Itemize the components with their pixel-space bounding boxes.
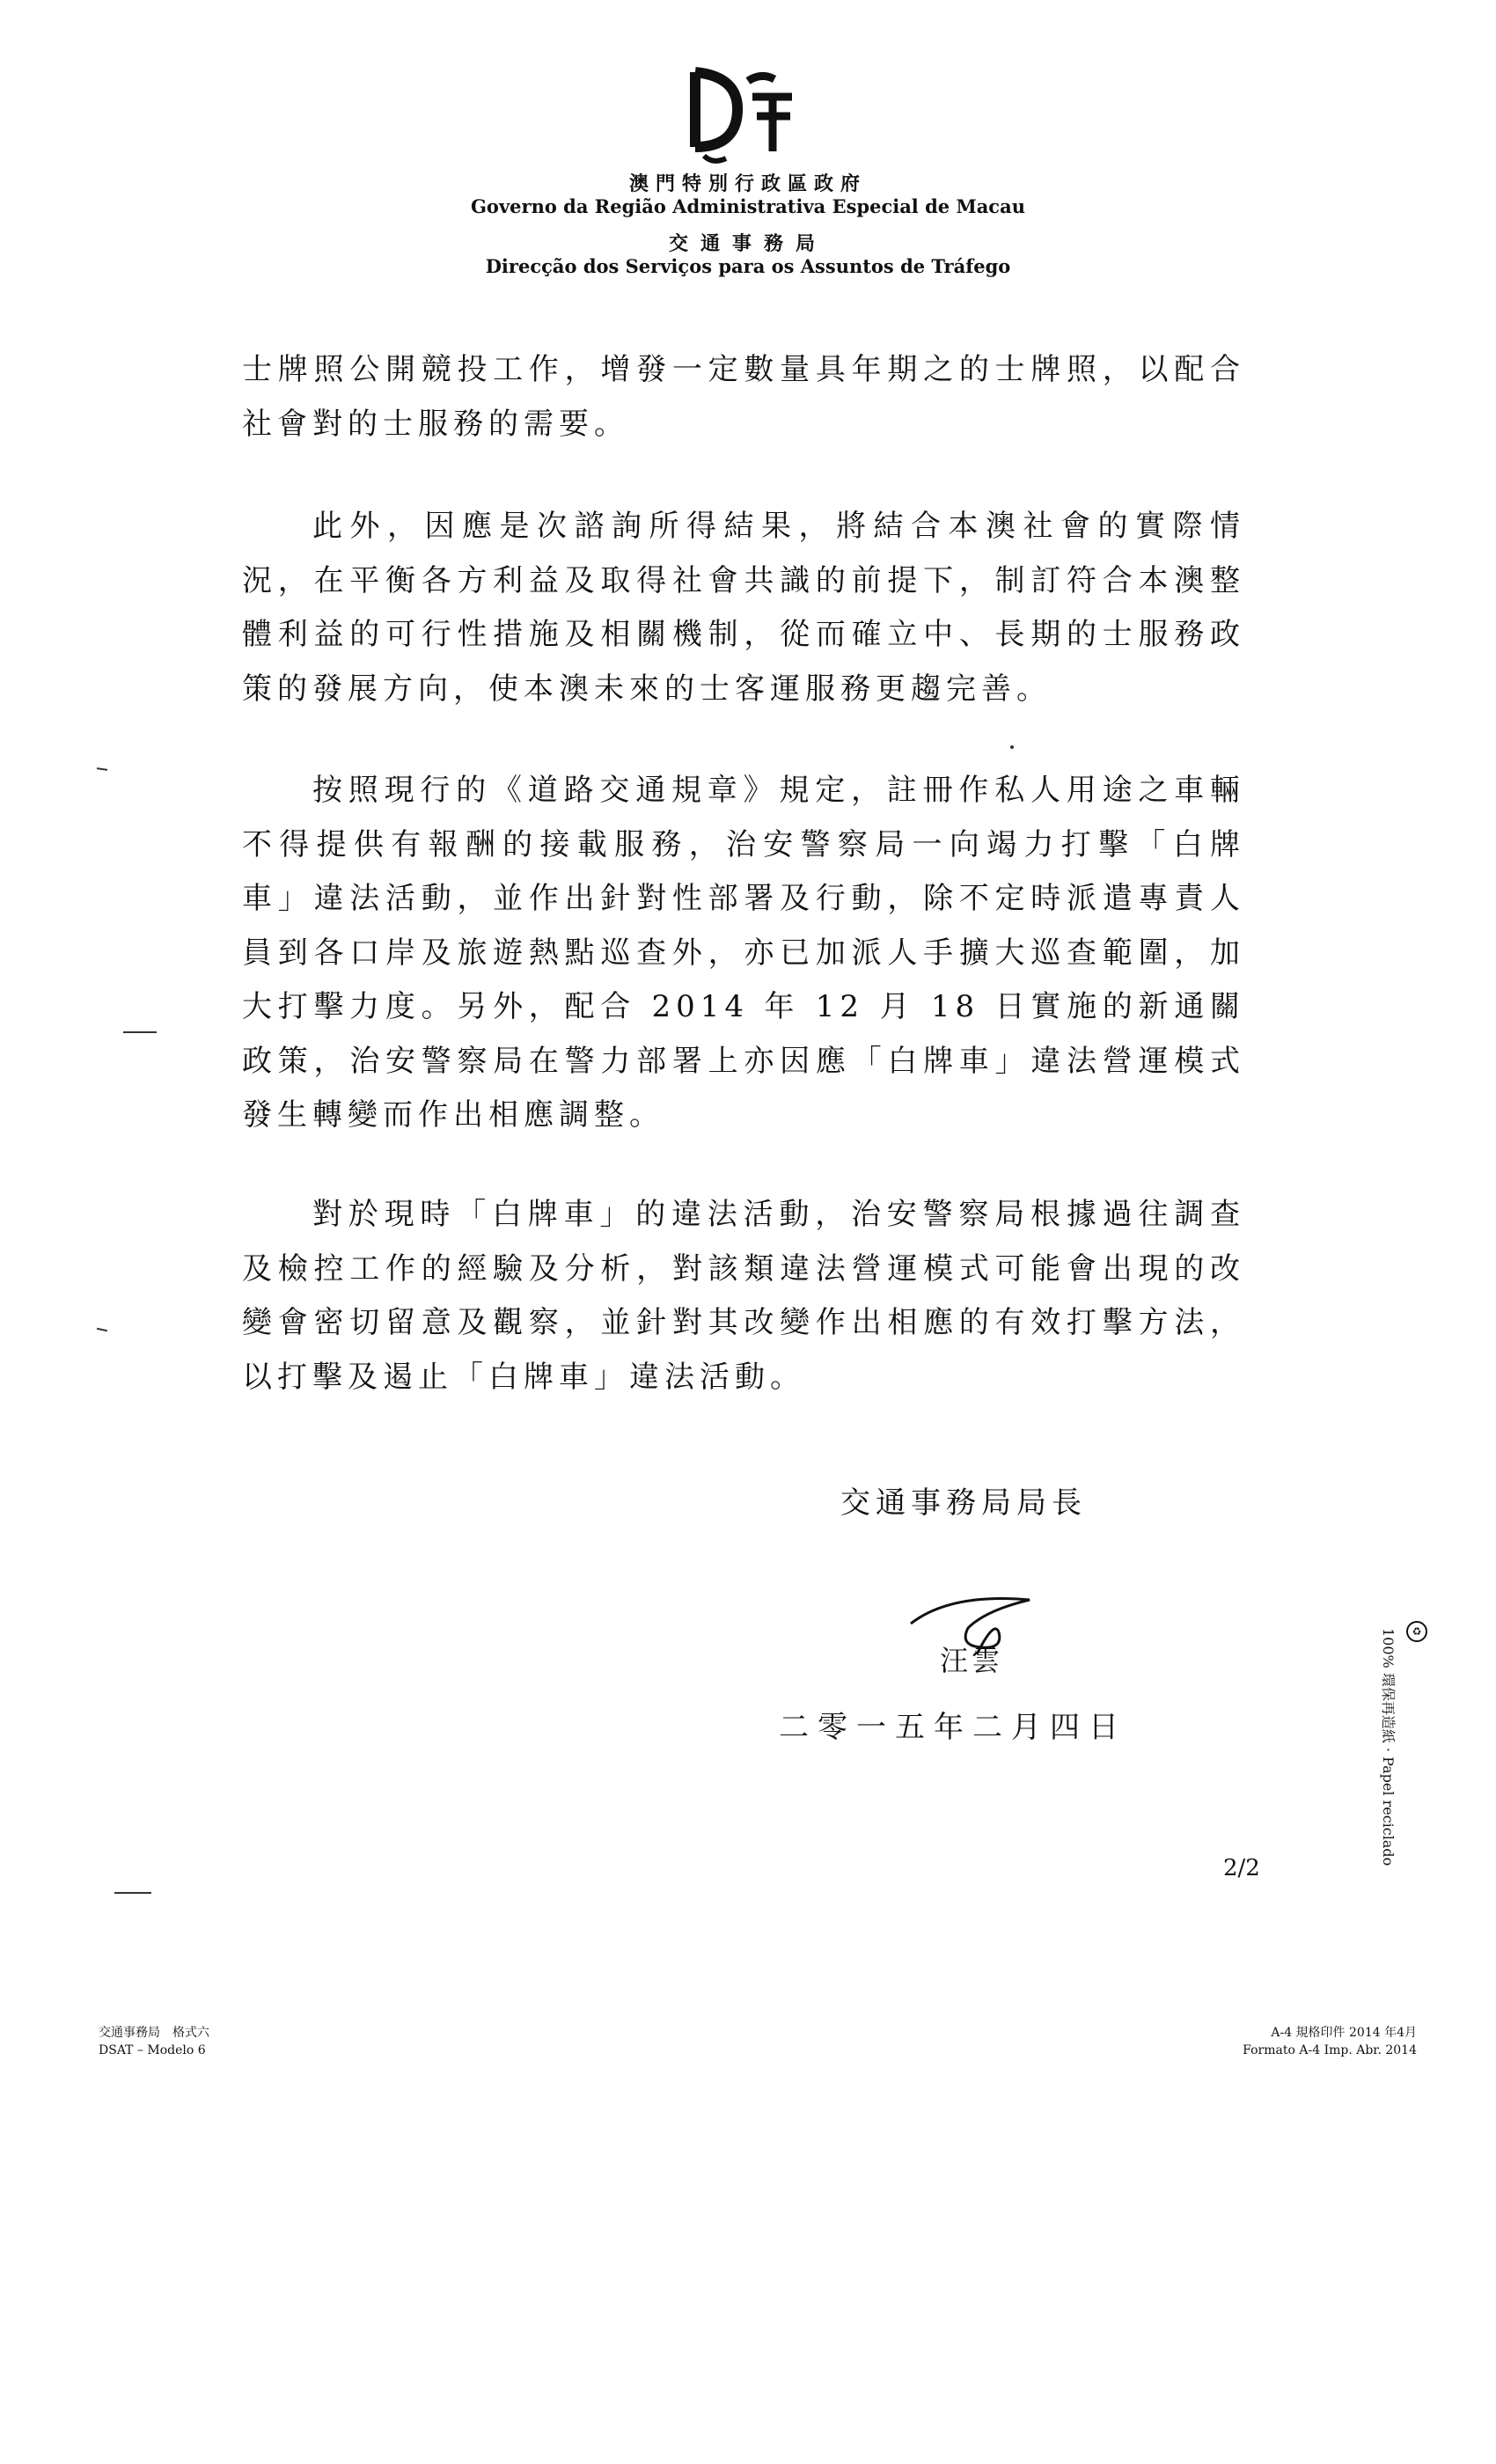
margin-mark (114, 1892, 151, 1894)
margin-dot (1010, 745, 1014, 749)
page-number: 2/2 (1223, 1855, 1260, 1881)
government-name-chinese: 澳門特別行政區政府 (628, 172, 867, 195)
signatory-name: 汪雲 (940, 1644, 1004, 1677)
dsat-logo (678, 63, 801, 169)
footer-form-code-chinese: 交通事務局 格式六 (99, 2026, 209, 2040)
paragraph-3: 按照現行的《道路交通規章》規定，註冊作私人用途之車輛不得提供有報酬的接載服務，治安警察局一向竭力打擊「白牌車」違法活動，並作出針對性部署及行動，除不定時派遣專責人員到各口岸及旅遊熱點巡查外，亦已加派人手擴大巡查範圍，加大打擊力度。另外，配合 2014 年 12 月 18 日實施的新通關政策，治安警察局在警力部署上亦因應「白牌車」違法營運模式發生轉變而作出相應調整。 (242, 773, 1245, 1133)
footer-left (99, 2024, 209, 2059)
paragraph-2: 此外，因應是次諮詢所得結果，將結合本澳社會的實際情況，在平衡各方利益及取得社會共識的前提下，制訂符合本澳整體利益的可行性措施及相關機制，從而確立中、長期的士服務政策的發展方向，使本澳未來的士客運服務更趨完善。 (242, 509, 1245, 707)
department-name-portuguese: Direcção dos Serviços para os Assuntos de Tráfego (485, 255, 1011, 277)
recycled-paper-note: 100% 環保再造紙 · Papel reciclado (1380, 1628, 1397, 1866)
margin-mark (123, 1031, 157, 1033)
recycle-icon: ♻ (1406, 1621, 1427, 1642)
letter-date: 二零一五年二月四日 (779, 1710, 1127, 1745)
footer-print-spec: Formato A-4 Imp. Abr. 2014 (1243, 2043, 1417, 2057)
margin-mark (97, 767, 107, 771)
paragraph-1: 士牌照公開競投工作，增發一定數量具年期之的士牌照，以配合社會對的士服務的需要。 (242, 352, 1245, 442)
signatory-title: 交通事務局局長 (840, 1485, 1087, 1521)
department-name-chinese: 交通事務局 (668, 232, 827, 255)
footer-form-code: DSAT – Modelo 6 (99, 2043, 206, 2057)
footer-print-spec-chinese: A-4 規格印件 2014 年4月 (1271, 2026, 1417, 2040)
footer-right (1170, 2024, 1417, 2059)
paragraph-4: 對於現時「白牌車」的違法活動，治安警察局根據過往調查及檢控工作的經驗及分析，對該類違法營運模式可能會出現的改變會密切留意及觀察，並針對其改變作出相應的有效打擊方法，以打擊及遏止「白牌車」違法活動。 (242, 1197, 1245, 1395)
government-name-portuguese: Governo da Região Administrativa Especial de Macau (471, 195, 1025, 217)
margin-mark (97, 1328, 107, 1331)
